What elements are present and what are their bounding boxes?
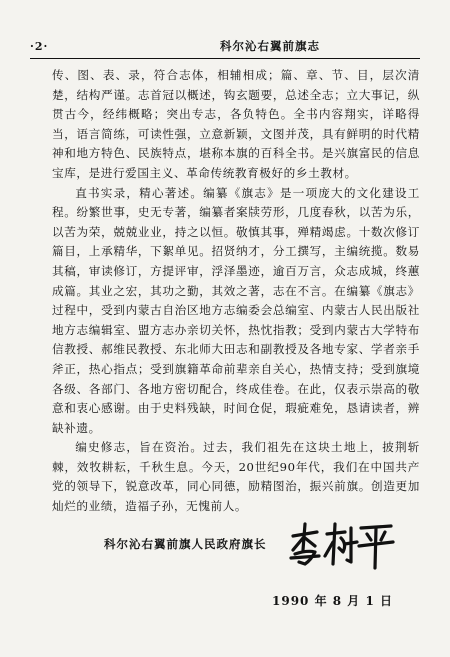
date: 1990 年 8 月 1 日	[272, 594, 393, 608]
paragraph-2: 直书实录，精心著述。编纂《旗志》是一项庞大的文化建设工程。纷繁世事，史无专著，编纂者案牍劳形，几度春秋，以苦为乐，以苦为荣，兢兢业业，持之以恒。敬慎其事，殚精竭虑。十数次修订篇目，上承精华，下絮单见。招贤纳才，分工撰写，主编统揽。数易其稿，审读修订，方提评审，浮泽墨迹，逾百万言，众志成城，终蕙成篇。其业之宏，其功之勤，其效之著，志在不言。在编纂《旗志》过程中，受到内蒙古自治区地方志编委会总编室、内蒙古人民出版社地方志编辑室、盟方志办亲切关怀，热忱指教；受到内蒙古大学特布信教授、郝维民教授、东北师大田志和副教授及各地专家、学者亲手斧正，热心指点；受到旗籍革命前辈亲自关心，热情支持；受到旗境各级、各部门、各地方密切配合，终成佳卷。在此，仅表示崇高的敬意和衷心感谢。由于史料残缺，时间仓促，瑕疵难免，恳请读者，辨缺补遗。	[52, 185, 420, 435]
body-text	[52, 66, 420, 517]
header-rule	[30, 58, 420, 59]
handwritten-signature	[287, 518, 397, 570]
page-header	[30, 36, 420, 56]
paragraph-1: 传、图、表、录，符合志体，相辅相成；篇、章、节、目，层次清楚，结构严谨。志首冠以概述，钩玄题要，总述全志；立大事记，纵贯古今，经纬概略；突出专志，各负特色。全书内容翔实，详略得当，语言简练，可读性强，立意新颖，文图并茂，具有鲜明的时代精神和地方特色、民族特点，堪称本旗的百科全书。是兴旗富民的信息宝库，是进行爱国主义、革命传统教育极好的乡土教材。	[52, 68, 420, 180]
paragraph-3: 编史修志，旨在资治。过去，我们祖先在这块土地上，披荆斩棘，效牧耕耘，千秋生息。今天，20世纪90年代，我们在中国共产党的领导下，锐意改革，同心同德，励精图治，振兴前旗。创造更加灿烂的业绩，造福子孙，无愧前人。	[52, 440, 420, 514]
running-title: 科尔沁右翼前旗志	[220, 39, 320, 53]
signer-title: 科尔沁右翼前旗人民政府旗长	[104, 537, 267, 551]
page-number: ·2·	[30, 39, 49, 53]
